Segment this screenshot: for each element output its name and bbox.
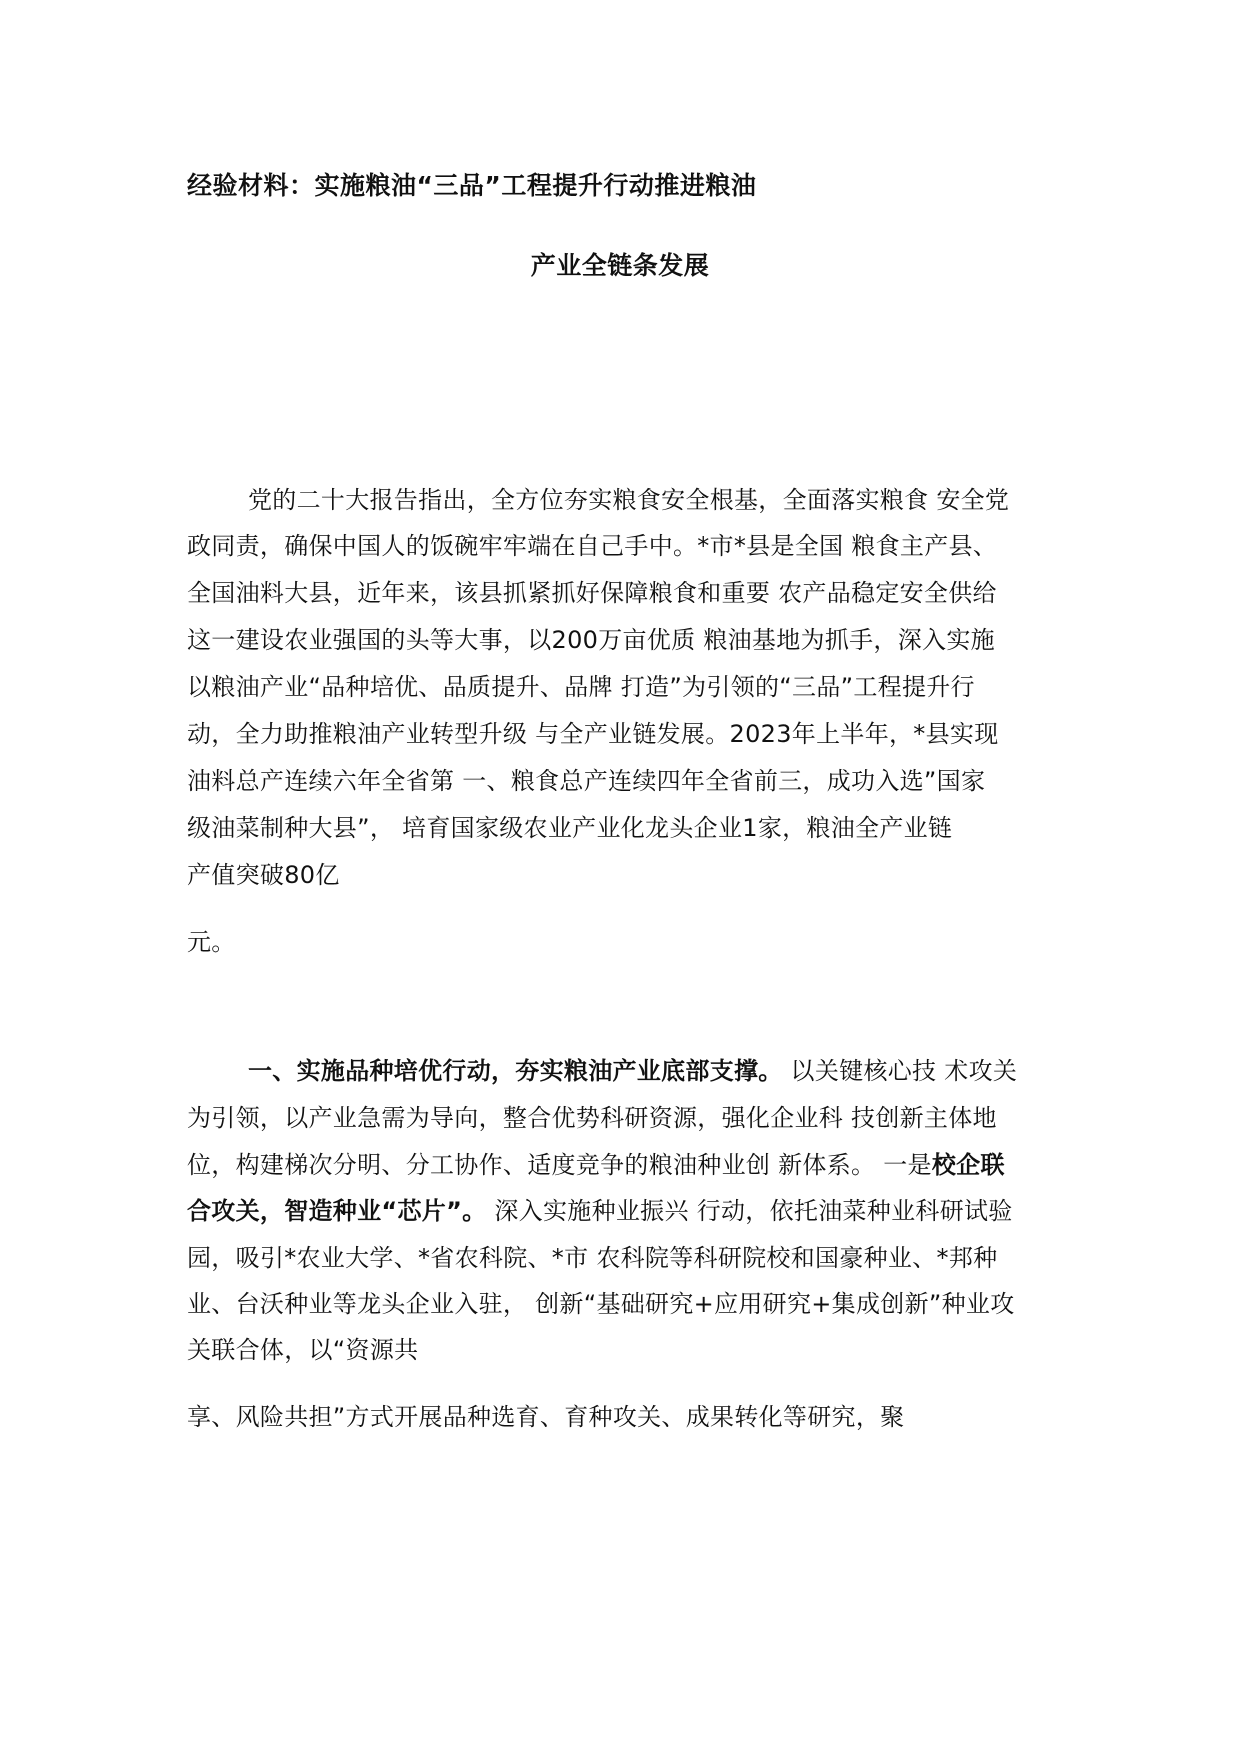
paragraph-1-line: 产值突破80亿 (187, 861, 340, 889)
document-title-line-1: 经验材料：实施粮油“三品”工程提升行动推进粮油 (187, 171, 757, 200)
paragraph-1-line: 以粮油产业“品种培优、品质提升、品牌 打造”为引领的“三品”工程提升行 (187, 673, 975, 701)
paragraph-2-line (187, 1051, 1017, 1086)
paragraph-1-line: 党的二十大报告指出，全方位夯实粮食安全根基，全面落实粮食 安全党 (248, 486, 1010, 514)
paragraph-1-line: 全国油料大县，近年来，该县抓紧抓好保障粮食和重要 农产品稳定安全供给 (187, 579, 997, 607)
paragraph-2-text: 位，构建梯次分明、分工协作、适度竞争的粮油种业创 新体系。 一是 (187, 1151, 932, 1179)
paragraph-2-line: 关联合体，以“资源共 (187, 1336, 419, 1364)
paragraph-2-line: 业、台沃种业等龙头企业入驻， 创新“基础研究+应用研究+集成创新”种业攻 (187, 1290, 1015, 1318)
paragraph-1-line: 元。 (187, 928, 236, 956)
paragraph-2-line: 享、风险共担”方式开展品种选育、育种攻关、成果转化等研究，聚 (187, 1403, 905, 1431)
paragraph-2-text: 深入实施种业振兴 行动，依托油菜种业科研试验 (486, 1197, 1013, 1225)
subsection-heading: 合攻关，智造种业“芯片”。 (187, 1197, 487, 1225)
paragraph-1-line: 政同责，确保中国人的饭碗牢牢端在自己手中。*市*县是全国 粮食主产县、 (187, 532, 998, 560)
document-title-line-2: 产业全链条发展 (530, 251, 710, 280)
subsection-heading: 校企联 (931, 1151, 1005, 1179)
paragraph-2-text: 以关键核心技 术攻关 (782, 1057, 1018, 1085)
paragraph-2-line: 为引领，以产业急需为导向，整合优势科研资源，强化企业科 技创新主体地 (187, 1104, 997, 1132)
paragraph-2-line: 园，吸引*农业大学、*省农科院、*市 农科院等科研院校和国豪种业、*邦种 (187, 1244, 998, 1272)
paragraph-1-line: 动，全力助推粮油产业转型升级 与全产业链发展。2023年上半年，*县实现 (187, 720, 999, 748)
paragraph-1-line: 级油菜制种大县”， 培育国家级农业产业化龙头企业1家，粮油全产业链 (187, 814, 953, 842)
paragraph-2-line (187, 1145, 1005, 1180)
paragraph-2-line (187, 1191, 1013, 1226)
section-heading: 一、实施品种培优行动，夯实粮油产业底部支撑。 (248, 1057, 783, 1085)
paragraph-1-line: 油料总产连续六年全省第 一、粮食总产连续四年全省前三，成功入选”国家 (187, 767, 986, 795)
paragraph-1-line: 这一建设农业强国的头等大事，以200万亩优质 粮油基地为抓手，深入实施 (187, 626, 995, 654)
